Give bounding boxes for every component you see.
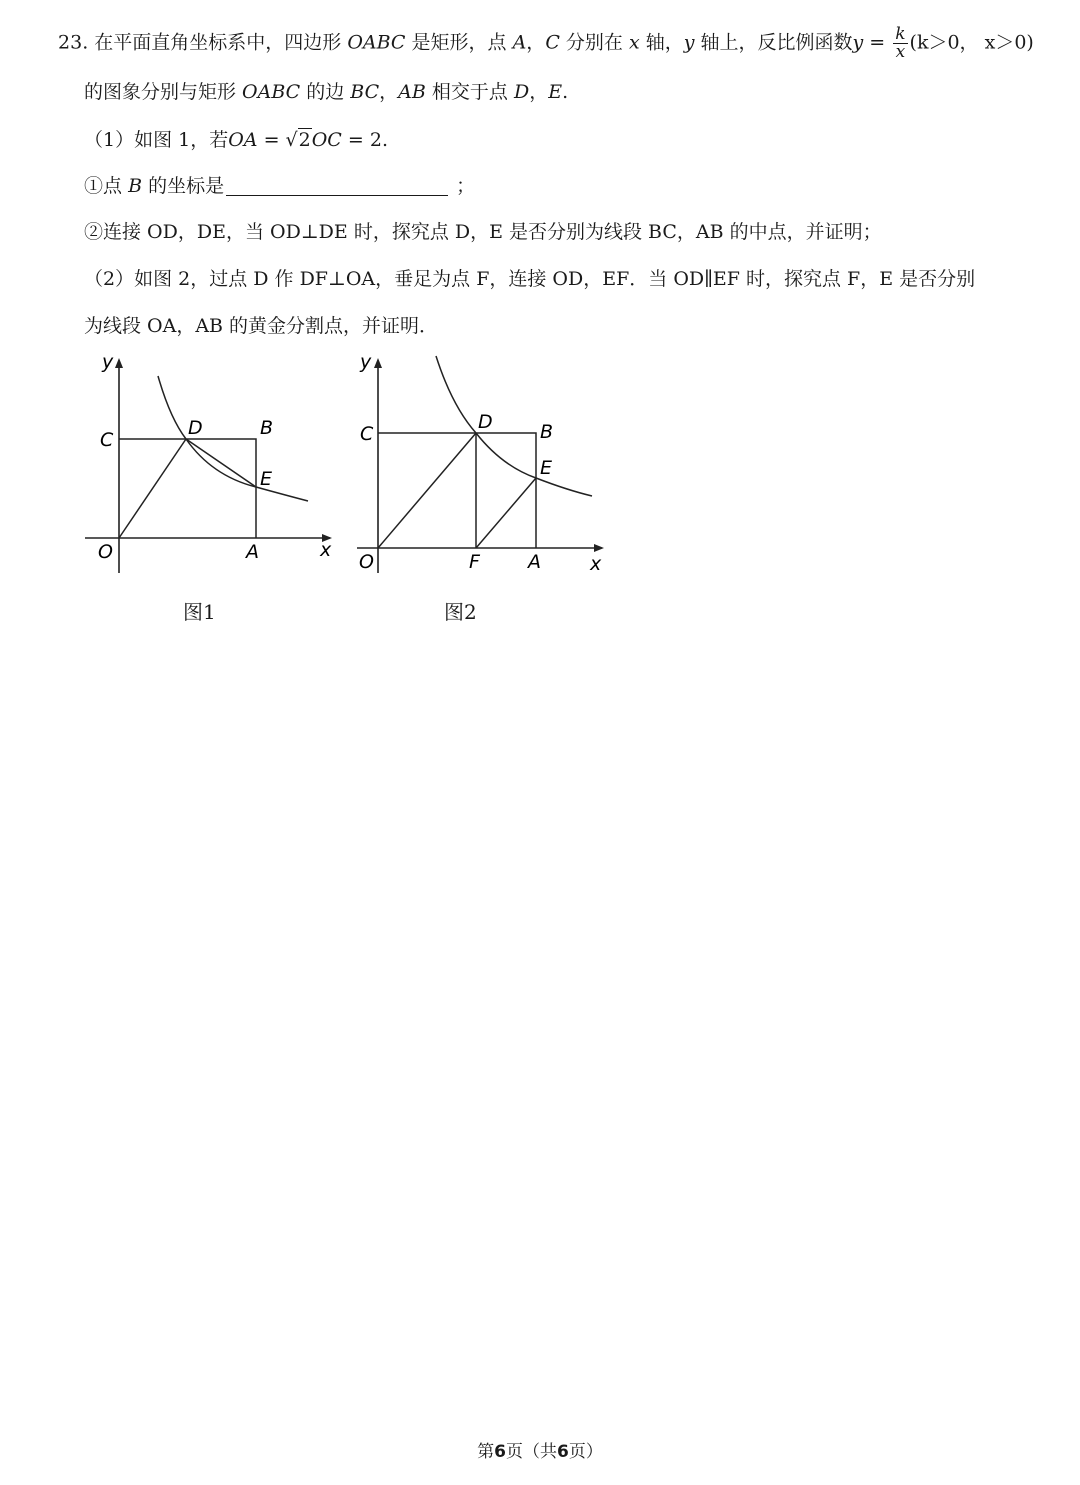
question-number: 23 bbox=[58, 31, 83, 54]
label-e: E bbox=[260, 468, 273, 490]
total-pages: 6 bbox=[557, 1442, 569, 1462]
subquestion-2: ②连接 OD，DE，当 OD⊥DE 时，探究点 D，E 是否分别为线段 BC，AB 的中点，并证明； bbox=[84, 221, 882, 243]
rectangle-oabc bbox=[119, 439, 256, 538]
segment-de bbox=[186, 439, 256, 487]
sqrt-symbol: √2 bbox=[285, 129, 311, 151]
part2-line1: （2）如图 2，过点 D 作 DF⊥OA，垂足为点 F，连接 OD，EF．当 OD∥EF 时，探究点 F，E 是否分别 bbox=[84, 268, 976, 290]
figure-1 bbox=[80, 348, 340, 580]
y-axis-arrow bbox=[115, 358, 123, 368]
label-y: y bbox=[360, 351, 372, 373]
label-e: E bbox=[540, 457, 553, 479]
question-stem-line2: 的图象分别与矩形 OABC 的边 BC，AB 相交于点 D，E. bbox=[84, 81, 569, 103]
label-b: B bbox=[260, 417, 274, 439]
label-o: O bbox=[98, 541, 113, 563]
figure-2-diagram bbox=[352, 348, 612, 580]
question-stem-line1: 23. 在平面直角坐标系中，四边形 OABC 是矩形，点 A，C 分别在 x 轴，y 轴上，反比例函数y = $\frac{k}{x}$ (k＞0， x＞0) bbox=[58, 24, 1034, 62]
label-x: x bbox=[590, 553, 602, 575]
label-a: A bbox=[246, 541, 259, 563]
function-condition: (k＞0， x＞0) bbox=[909, 31, 1034, 54]
label-d: D bbox=[188, 417, 203, 439]
hyperbola-curve bbox=[436, 356, 592, 496]
subquestion-1: ①点 B 的坐标是 ； bbox=[84, 175, 476, 197]
figure-1-diagram bbox=[80, 348, 340, 580]
label-c: C bbox=[360, 423, 374, 445]
segment-ef bbox=[476, 478, 536, 548]
label-x: x bbox=[320, 539, 332, 561]
label-b: B bbox=[540, 421, 554, 443]
label-o: O bbox=[359, 551, 374, 573]
rectangle-oabc bbox=[378, 433, 536, 548]
page-number: 6 bbox=[494, 1442, 506, 1462]
part2-line2: 为线段 OA，AB 的黄金分割点，并证明． bbox=[84, 315, 439, 337]
page-footer: 第6页（共6页） bbox=[477, 1442, 603, 1462]
part1-condition: （1）如图 1，若OA = √2OC = 2. bbox=[84, 126, 388, 154]
circled-two-marker: ② bbox=[84, 221, 104, 243]
segment-od bbox=[378, 433, 476, 548]
label-a: A bbox=[528, 551, 541, 573]
figure-2-caption: 图2 bbox=[444, 600, 477, 624]
segment-od bbox=[119, 439, 186, 538]
y-axis-arrow bbox=[374, 358, 382, 368]
figure-1-caption: 图1 bbox=[183, 600, 216, 624]
fraction-k-over-x: $\frac{k}{x}$ bbox=[895, 24, 906, 62]
figure-2 bbox=[352, 348, 612, 580]
answer-blank[interactable] bbox=[226, 175, 448, 196]
label-y: y bbox=[102, 351, 114, 373]
label-d: D bbox=[478, 411, 493, 433]
x-axis-arrow bbox=[594, 544, 604, 552]
label-c: C bbox=[100, 429, 114, 451]
circled-one-marker: ① bbox=[84, 175, 104, 197]
label-f: F bbox=[469, 551, 480, 573]
